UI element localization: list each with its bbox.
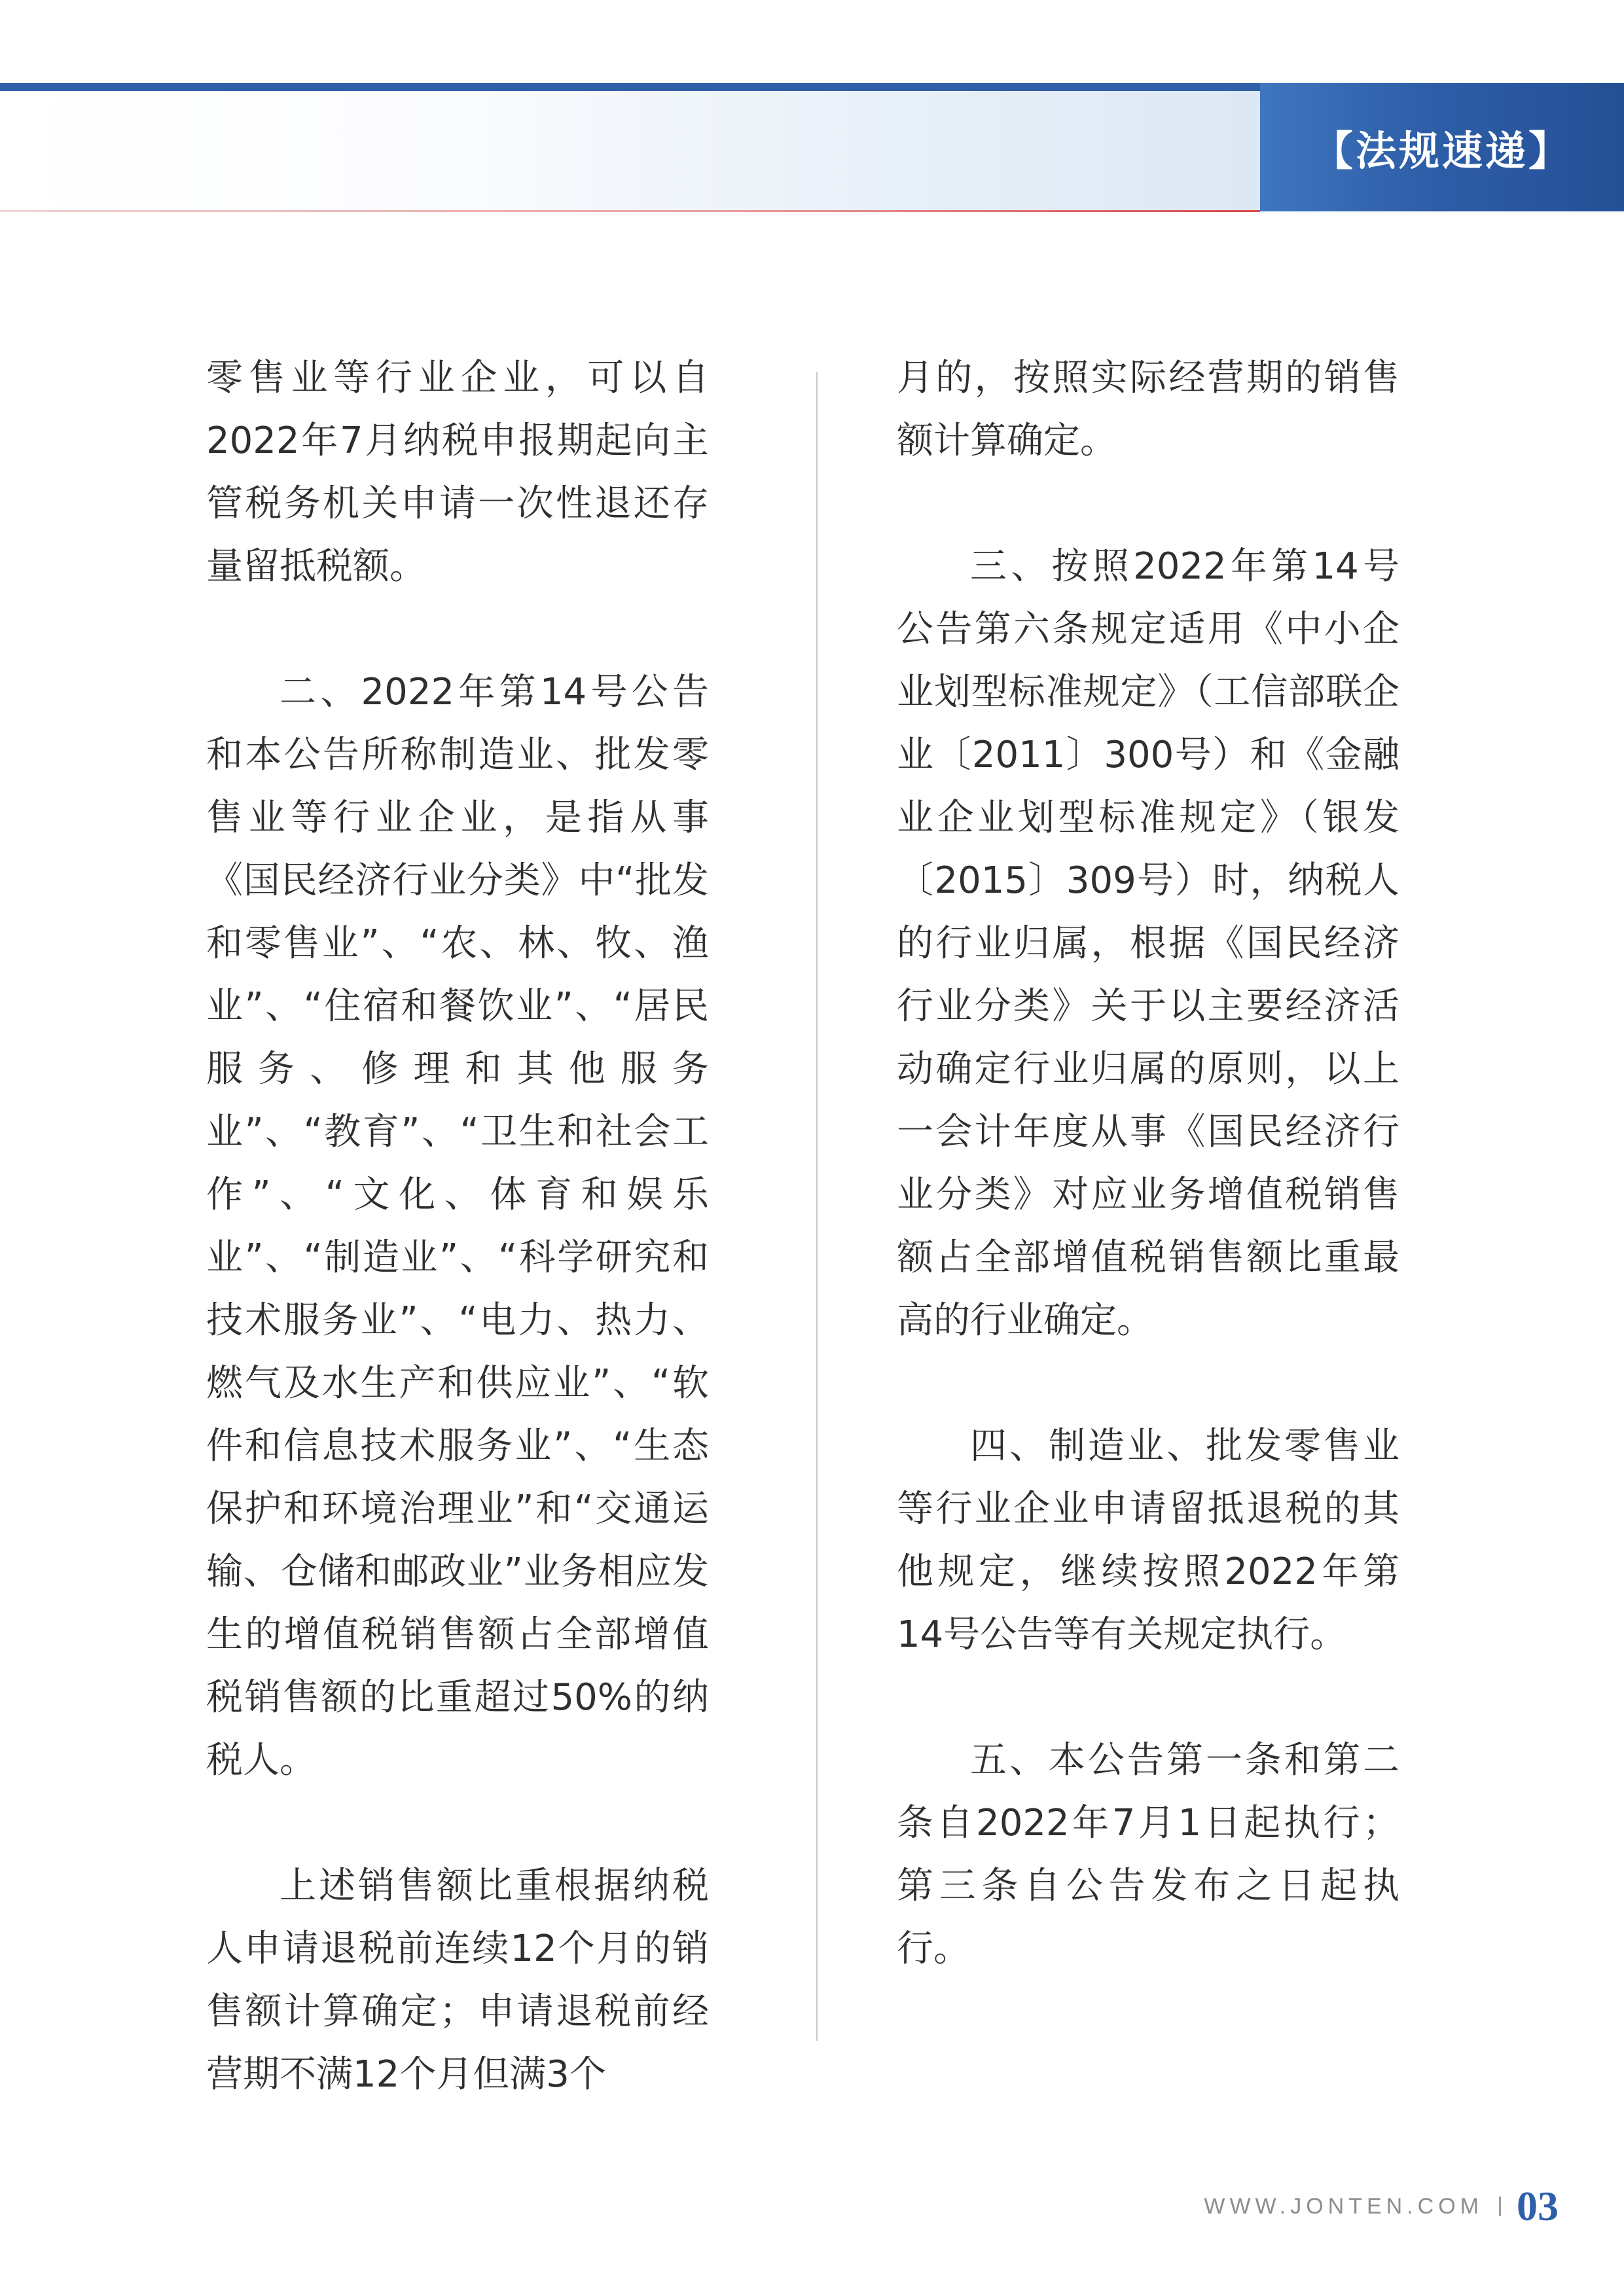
left-paragraph-3: 上述销售额比重根据纳税人申请退税前连续12个月的销售额计算确定；申请退税前经营期不满12个月但满3个 [206,1865,709,2096]
right-paragraph-2: 三、按照2022年第14号公告第六条规定适用《中小企业划型标准规定》（工信部联企业〔2011〕300号）和《金融业企业划型标准规定》（银发〔2015〕309号）时，纳税人的行业归属，根据《国民经济行业分类》关于以主要经济活动确定行业归属的原则，以上一会计年度从事《国民经济行业分类》对应业务增值税销售额占全部增值税销售额比重最高的行业确定。 [897,545,1399,1342]
header-red-accent-line [0,210,1260,212]
left-text-column [206,347,709,2106]
page-footer [1204,2185,1559,2227]
section-label: 【法规速递】 [1312,126,1572,175]
right-paragraph-1: 月的，按照实际经营期的销售额计算确定。 [897,357,1399,462]
right-paragraph-3: 四、制造业、批发零售业等行业企业申请留抵退税的其他规定，继续按照2022年第14号公告等有关规定执行。 [897,1425,1399,1656]
right-text-column [897,347,1399,1981]
column-divider [816,372,818,2041]
website-url: WWW.JONTEN.COM [1204,2193,1483,2219]
left-paragraph-2: 二、2022年第14号公告和本公告所称制造业、批发零售业等行业企业，是指从事《国民经济行业分类》中“批发和零售业”、“农、林、牧、渔业”、“住宿和餐饮业”、“居民服务、修理和其他服务业”、“教育”、“卫生和社会工作”、“文化、体育和娱乐业”、“制造业”、“科学研究和技术服务业”、“电力、热力、燃气及水生产和供应业”、“软件和信息技术服务业”、“生态保护和环境治理业”和“交通运输、仓储和邮政业”业务相应发生的增值税销售额占全部增值税销售额的比重超过50%的纳税人。 [206,671,710,1782]
section-badge [1260,83,1624,211]
footer-separator [1499,2197,1501,2216]
right-paragraph-4: 五、本公告第一条和第二条自2022年7月1日起执行；第三条自公告发布之日起执行。 [897,1739,1399,1970]
left-paragraph-1: 零售业等行业企业，可以自2022年7月纳税申报期起向主管税务机关申请一次性退还存量留抵税额。 [206,357,709,588]
page-number: 03 [1517,2183,1559,2229]
header-band [0,91,1260,211]
top-blue-accent-line [0,83,1260,91]
